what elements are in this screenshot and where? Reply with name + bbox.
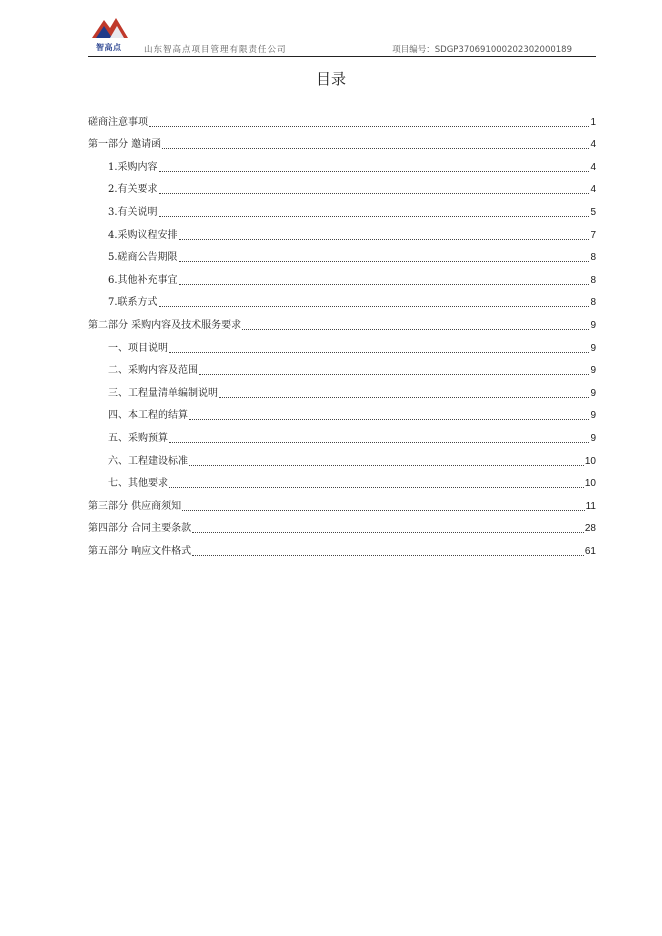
toc-entry[interactable] (88, 310, 596, 333)
toc-leader-dots (219, 396, 589, 398)
toc-entry-page: 4 (590, 161, 596, 173)
toc-leader-dots (159, 170, 590, 172)
toc-leader-dots (192, 554, 584, 556)
toc-entry-label: 第四部分 合同主要条款 (88, 523, 192, 535)
toc-entry-page: 28 (584, 523, 596, 535)
toc-entry[interactable] (88, 130, 596, 153)
toc-leader-dots (149, 125, 589, 127)
toc-entry[interactable] (88, 333, 596, 356)
toc-entry-page: 61 (584, 545, 596, 557)
toc-title: 目录 (315, 70, 346, 88)
toc-leader-dots (189, 464, 584, 466)
toc-entry-page: 10 (584, 455, 596, 467)
toc-entry[interactable] (88, 265, 596, 288)
toc-entry[interactable] (88, 536, 596, 559)
toc-entry[interactable] (88, 423, 596, 446)
toc-entry-page: 9 (590, 432, 596, 444)
company-name: 山东智高点项目管理有限责任公司 (144, 45, 287, 55)
toc-leader-dots (179, 260, 590, 262)
page-header (88, 12, 596, 57)
toc-entry-label: 二、采购内容及范围 (108, 365, 198, 377)
toc-entry-page: 9 (590, 365, 596, 377)
toc-leader-dots (159, 192, 590, 194)
toc-entry-label: 第二部分 采购内容及技术服务要求 (88, 319, 242, 331)
toc-entry-label: 7.联系方式 (108, 297, 158, 309)
toc-entry[interactable] (88, 243, 596, 266)
toc-entry[interactable] (88, 107, 596, 130)
toc-entry[interactable] (88, 401, 596, 424)
toc-entry-label: 一、项目说明 (108, 342, 168, 354)
toc-leader-dots (199, 373, 589, 375)
toc-entry-label: 1.采购内容 (108, 161, 158, 173)
toc-entry-page: 9 (590, 410, 596, 422)
toc-entry-page: 4 (590, 139, 596, 151)
toc-entry-label: 5.磋商公告期限 (108, 252, 178, 264)
toc-entry[interactable] (88, 152, 596, 175)
logo-text: 智高点 (96, 43, 122, 52)
toc-entry[interactable] (88, 378, 596, 401)
toc-entry-page: 7 (590, 229, 596, 241)
toc-entry-page: 8 (590, 297, 596, 309)
toc-entry-page: 5 (590, 206, 596, 218)
toc-entry-label: 三、工程量清单编制说明 (108, 387, 218, 399)
toc-leader-dots (159, 305, 590, 307)
project-number: 项目编号：SDGP370691000202302000189 (392, 45, 572, 55)
toc-leader-dots (162, 147, 589, 149)
toc-entry[interactable] (88, 514, 596, 537)
toc-entry-label: 第三部分 供应商须知 (88, 500, 182, 512)
toc-entry[interactable] (88, 469, 596, 492)
toc-leader-dots (192, 531, 584, 533)
toc-leader-dots (189, 418, 589, 420)
toc-entry[interactable] (88, 491, 596, 514)
toc-entry-page: 9 (590, 342, 596, 354)
toc-entry-label: 第五部分 响应文件格式 (88, 545, 192, 557)
toc-entry-page: 9 (590, 319, 596, 331)
toc-entry-label: 六、工程建设标准 (108, 455, 188, 467)
toc-entry-page: 8 (590, 252, 596, 264)
toc-entry-label: 3.有关说明 (108, 206, 158, 218)
toc-entry[interactable] (88, 220, 596, 243)
toc-entry-label: 五、采购预算 (108, 432, 168, 444)
toc-entry-label: 4.采购议程安排 (108, 229, 178, 241)
toc-entry-label: 四、本工程的结算 (108, 410, 188, 422)
toc-entry-label: 七、其他要求 (108, 478, 168, 490)
toc-entry-label: 2.有关要求 (108, 184, 158, 196)
toc-leader-dots (169, 351, 589, 353)
toc-entry[interactable] (88, 446, 596, 469)
toc-leader-dots (159, 215, 590, 217)
toc-entry[interactable] (88, 197, 596, 220)
toc-entry-page: 1 (590, 116, 596, 128)
toc-entry-page: 10 (584, 478, 596, 490)
toc-entry-label: 6.其他补充事宜 (108, 274, 178, 286)
toc-entry-label: 第一部分 邀请函 (88, 139, 162, 151)
toc-leader-dots (179, 238, 590, 240)
toc-entry-page: 9 (590, 387, 596, 399)
toc-leader-dots (242, 328, 589, 330)
table-of-contents (88, 107, 596, 559)
toc-entry-page: 4 (590, 184, 596, 196)
company-logo-icon (90, 12, 130, 40)
toc-entry[interactable] (88, 175, 596, 198)
toc-leader-dots (169, 441, 589, 443)
toc-entry-page: 8 (590, 274, 596, 286)
toc-entry-page: 11 (585, 500, 596, 512)
toc-leader-dots (179, 283, 590, 285)
toc-entry[interactable] (88, 356, 596, 379)
toc-leader-dots (182, 509, 584, 511)
toc-entry[interactable] (88, 288, 596, 311)
toc-leader-dots (169, 486, 584, 488)
toc-entry-label: 磋商注意事项 (88, 116, 148, 128)
